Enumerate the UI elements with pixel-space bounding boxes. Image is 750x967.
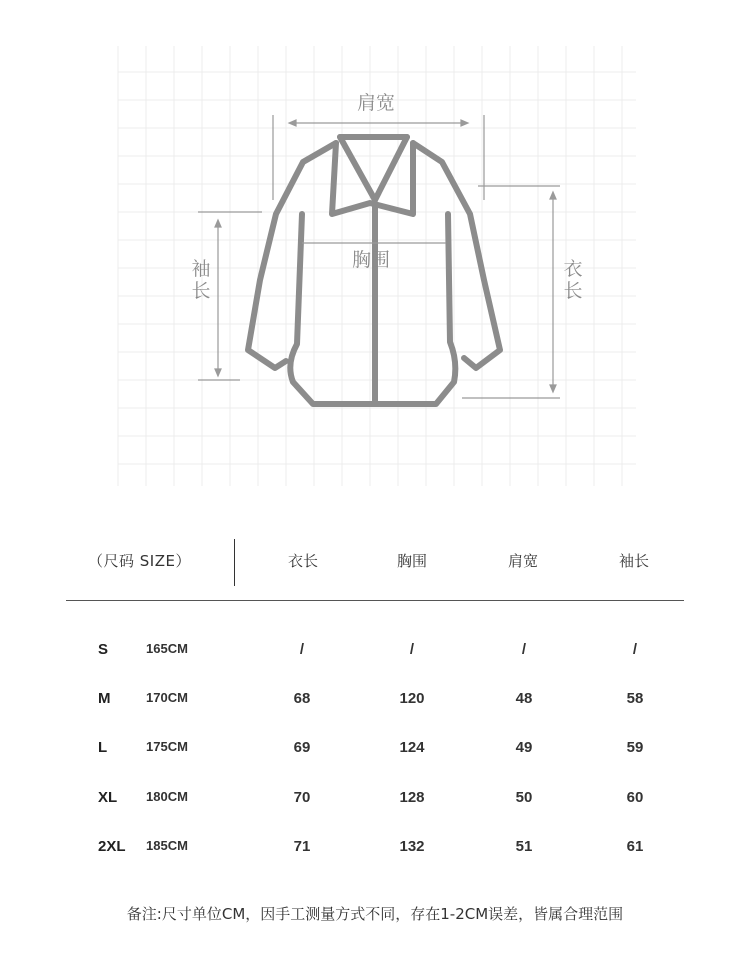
length-value: 69 <box>293 739 311 756</box>
length-value: 68 <box>293 690 311 707</box>
shoulder-value: 49 <box>515 739 533 756</box>
size-cell: M <box>98 690 111 707</box>
size-cell: S <box>98 641 109 658</box>
shoulder-value: / <box>521 641 527 658</box>
col-header-length: 衣长 <box>288 552 319 570</box>
shoulder-value: 48 <box>515 690 533 707</box>
table-row <box>0 838 750 858</box>
sleeve-value: 61 <box>626 838 644 855</box>
table-row <box>0 739 750 759</box>
chest-value: / <box>409 641 415 658</box>
size-column-header: （尺码 SIZE） <box>88 552 191 570</box>
shoulder-value: 50 <box>515 789 533 806</box>
height-cell: 180CM <box>146 789 188 804</box>
header-divider <box>234 539 235 586</box>
length-value: 71 <box>293 838 311 855</box>
col-header-chest: 胸围 <box>397 552 428 570</box>
table-row <box>0 789 750 809</box>
size-cell: L <box>98 739 108 756</box>
sleeve-length-label: 袖长 <box>191 258 211 302</box>
chest-value: 128 <box>399 789 425 806</box>
size-cell: 2XL <box>98 838 126 855</box>
shoulder-value: 51 <box>515 838 533 855</box>
size-cell: XL <box>98 789 118 806</box>
table-row <box>0 690 750 710</box>
table-row <box>0 641 750 661</box>
sleeve-value: / <box>632 641 638 658</box>
col-header-shoulder: 肩宽 <box>508 552 539 570</box>
chest-value: 132 <box>399 838 425 855</box>
sleeve-value: 59 <box>626 739 644 756</box>
chest-value: 120 <box>399 690 425 707</box>
length-value: 70 <box>293 789 311 806</box>
chest-value: 124 <box>399 739 425 756</box>
height-cell: 170CM <box>146 690 188 705</box>
measurement-note: 备注:尺寸单位CM，因手工测量方式不同，存在1-2CM误差，皆属合理范围 <box>126 905 624 923</box>
height-cell: 165CM <box>146 641 188 656</box>
height-cell: 185CM <box>146 838 188 853</box>
garment-length-label: 衣长 <box>563 258 583 302</box>
col-header-sleeve: 袖长 <box>619 552 650 570</box>
shoulder-width-label: 肩宽 <box>357 92 396 114</box>
table-divider <box>66 600 684 601</box>
sleeve-value: 58 <box>626 690 644 707</box>
sleeve-value: 60 <box>626 789 644 806</box>
height-cell: 175CM <box>146 739 188 754</box>
length-value: / <box>299 641 305 658</box>
chest-label: 胸围 <box>352 249 391 271</box>
